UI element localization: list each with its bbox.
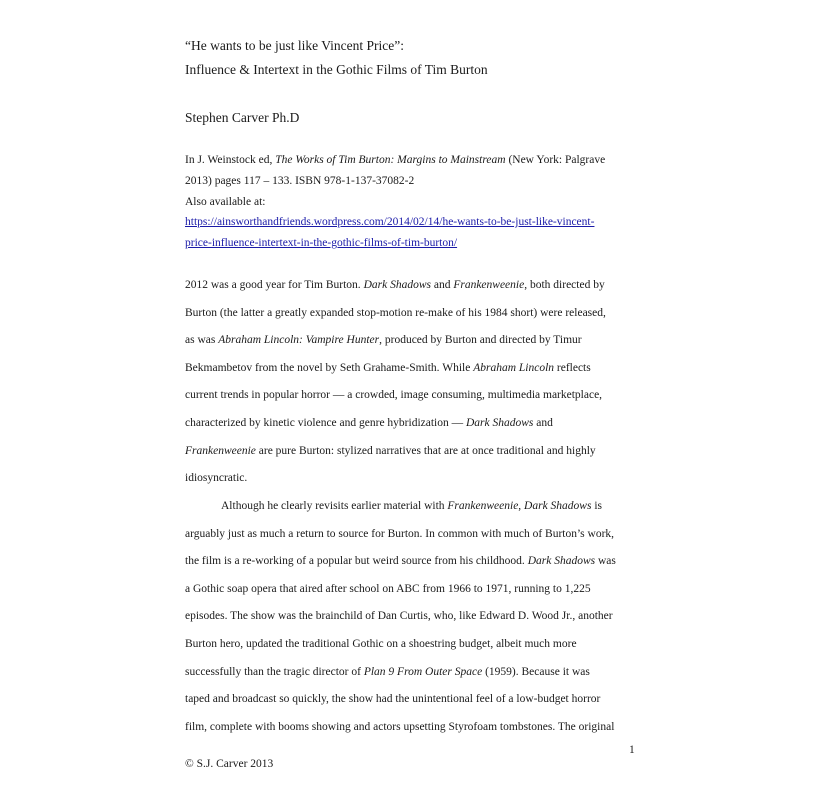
body-line — [185, 279, 605, 291]
body-line: arguably just as much a return to source for Burton. In common with much of Burton’s work, — [185, 528, 615, 540]
text-run: and — [430, 279, 454, 291]
italic-title: Frankenweenie — [447, 500, 519, 512]
italic-title: Abraham Lincoln: Vampire Hunter — [218, 334, 380, 346]
body-line — [185, 362, 591, 374]
text-run: reflects — [554, 362, 591, 374]
body-line: current trends in popular horror — a crowded, image consuming, multimedia marketplace, — [185, 389, 603, 401]
author-name: Stephen Carver Ph.D — [185, 110, 300, 125]
body-line — [185, 334, 582, 346]
text-run: Although he clearly revisits earlier material with — [221, 500, 448, 512]
body-line: Burton (the latter a greatly expanded stop-motion re-make of his 1984 short) were released, — [185, 307, 606, 319]
page-number: 1 — [629, 744, 635, 756]
footer-copyright: © S.J. Carver 2013 — [185, 758, 274, 770]
italic-title: Frankenweenie — [453, 279, 525, 291]
text-run: as was — [185, 334, 219, 346]
text-run: (1959). Because it was — [482, 666, 590, 678]
text-run: are pure Burton: stylized narratives that are at once traditional and highly — [255, 445, 596, 457]
title-line-1: “He wants to be just like Vincent Price”: — [185, 38, 405, 53]
citation-link-part-2[interactable]: price-influence-intertext-in-the-gothic-films-of-tim-burton/ — [185, 237, 458, 249]
text-run: was — [595, 555, 616, 567]
citation-book-title: The Works of Tim Burton: Margins to Mainstream — [275, 154, 506, 166]
citation-prefix: In J. Weinstock ed, — [185, 154, 276, 166]
text-run: 2012 was a good year for Tim Burton. — [185, 279, 364, 291]
body-line: film, complete with booms showing and actors upsetting Styrofoam tombstones. The original — [185, 721, 615, 733]
body-line — [185, 555, 616, 567]
body-line — [185, 445, 596, 457]
italic-title: Dark Shadows — [527, 555, 596, 567]
body-line — [185, 417, 553, 429]
text-run: Bekmambetov from the novel by Seth Grahame-Smith. While — [185, 362, 474, 374]
body-line — [185, 666, 590, 678]
citation-line-3: Also available at: — [185, 196, 266, 208]
text-run: characterized by kinetic violence and genre hybridization — — [185, 417, 466, 429]
title-line-2: Influence & Intertext in the Gothic Films of Tim Burton — [185, 62, 488, 77]
body-line: Burton hero, updated the traditional Gothic on a shoestring budget, albeit much more — [185, 638, 577, 650]
citation-link-part-1[interactable]: https://ainsworthandfriends.wordpress.com/2014/02/14/he-wants-to-be-just-like-vincent- — [185, 216, 595, 228]
italic-title: Frankenweenie — [185, 445, 256, 457]
body-line: episodes. The show was the brainchild of Dan Curtis, who, like Edward D. Wood Jr., another — [185, 610, 613, 622]
text-run: , — [518, 500, 525, 512]
text-run: , both directed by — [524, 279, 605, 291]
italic-title: Plan 9 From Outer Space — [363, 666, 483, 678]
citation-line-2: 2013) pages 117 – 133. ISBN 978-1-137-37082-2 — [185, 175, 415, 187]
body-line: idiosyncratic. — [185, 472, 248, 484]
italic-title: Dark Shadows — [363, 279, 431, 291]
citation-link-line-1 — [185, 216, 594, 228]
italic-title: Dark Shadows — [466, 417, 534, 429]
body-line: taped and broadcast so quickly, the show had the unintentional feel of a low-budget horror — [185, 693, 601, 705]
text-run: successfully than the tragic director of — [185, 666, 364, 678]
italic-title: Dark Shadows — [524, 500, 592, 512]
text-run: is — [591, 500, 602, 512]
citation-publisher: (New York: Palgrave — [505, 154, 606, 166]
body-line: a Gothic soap opera that aired after school on ABC from 1966 to 1971, running to 1,225 — [185, 583, 591, 595]
text-run: , produced by Burton and directed by Timur — [379, 334, 582, 346]
citation-link-line-2 — [185, 237, 457, 249]
text-run: the film is a re-working of a popular but weird source from his childhood. — [185, 555, 528, 567]
citation-line-1 — [185, 154, 605, 166]
body-line — [221, 500, 602, 512]
italic-title: Abraham Lincoln — [473, 362, 555, 374]
text-run: and — [533, 417, 553, 429]
